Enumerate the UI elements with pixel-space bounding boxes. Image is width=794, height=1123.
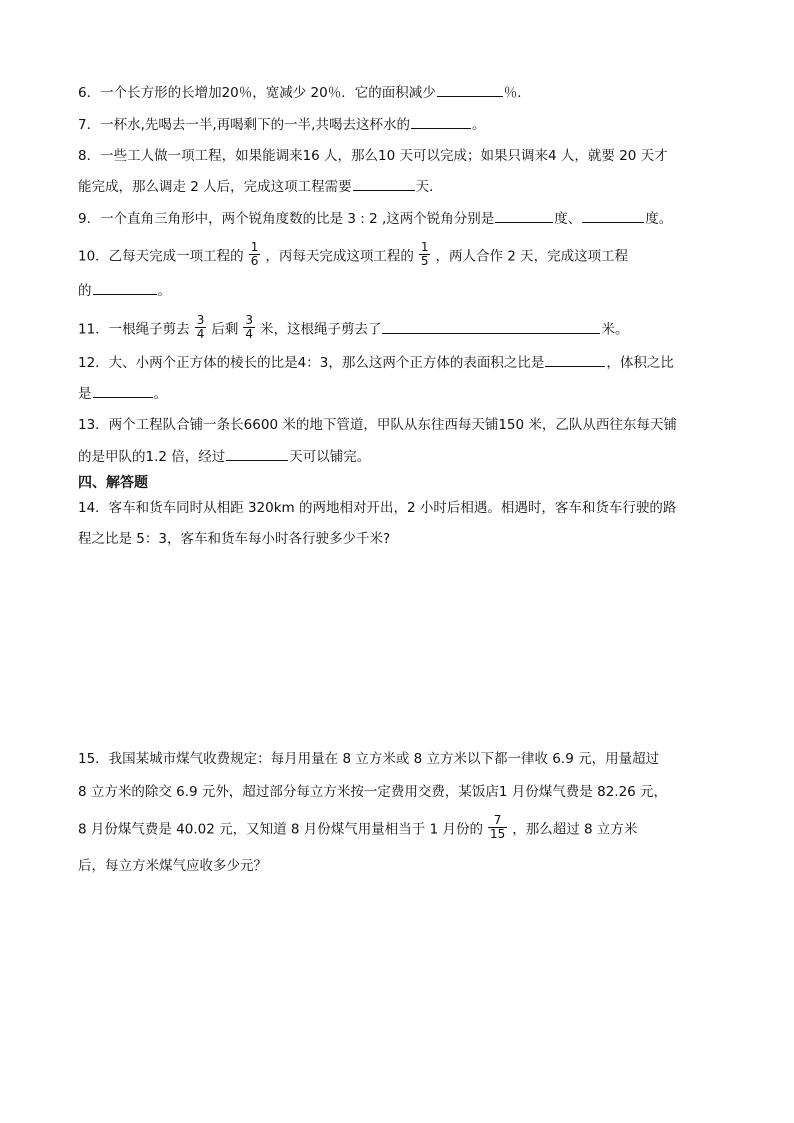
answer-blank[interactable] <box>437 82 503 97</box>
fraction: $\frac{1}{5}$ <box>420 240 429 268</box>
question-8-line-2: 能完成，那么调走 2 人后，完成这项工程需要 天． <box>78 176 443 197</box>
question-15-line-2: 8 立方米的除交 6.9 元外，超过部分每立方米按一定费用交费，某饭店1 月份煤气费是 82.26 元， <box>78 784 668 800</box>
answer-blank[interactable] <box>411 114 471 129</box>
question-10-line-1: 10．乙每天完成一项工程的 $\frac{1}{6}$ ，丙每天完成这项工程的 $\frac{1}{5}$ ，两人合作 2 天，完成这项工程 <box>78 240 629 268</box>
question-12-line-1: 12．大、小两个正方体的棱长的比是4：3，那么这两个正方体的表面积之比是 ，体积之比 <box>78 352 674 373</box>
question-14-line-2: 程之比是 5：3，客车和货车每小时各行驶多少千米? <box>78 531 391 547</box>
question-10-line-2: 的 。 <box>78 280 171 301</box>
question-12-line-2: 是 。 <box>78 383 167 404</box>
question-7: 7．一杯水,先喝去一半,再喝剩下的一半,共喝去这杯水的 。 <box>78 114 485 135</box>
question-13-line-2: 的是甲队的1.2 倍，经过 天可以铺完。 <box>78 446 370 467</box>
answer-blank[interactable] <box>582 208 644 223</box>
fraction: $\frac{3}{4}$ <box>196 313 205 341</box>
answer-blank[interactable] <box>93 383 153 398</box>
answer-blank[interactable] <box>226 446 288 461</box>
fraction: $\frac{7}{15}$ <box>489 813 506 841</box>
question-9: 9．一个直角三角形中，两个锐角度数的比是 3 : 2 ,这两个锐角分别是 度、 度。 <box>78 208 672 229</box>
question-15-line-3: 8 月份煤气费是 40.02 元，又知道 8 月份煤气用量相当于 1 月份的 $\frac{7}{15}$ ，那么超过 8 立方米 <box>78 813 638 841</box>
answer-blank[interactable] <box>353 176 415 191</box>
section-heading: 四、解答题 <box>78 475 148 491</box>
answer-blank[interactable] <box>495 208 553 223</box>
question-15-line-1: 15．我国某城市煤气收费规定：每月用量在 8 立方米或 8 立方米以下都一律收 6.9 元，用量超过 <box>78 751 660 767</box>
fraction: $\frac{3}{4}$ <box>245 313 253 341</box>
answer-blank[interactable] <box>382 319 600 334</box>
question-14-line-1: 14．客车和货车同时从相距 320km 的两地相对开出，2 小时后相遇。相遇时，客车和货车行驶的路 <box>78 500 677 516</box>
fraction: $\frac{1}{6}$ <box>250 240 259 268</box>
question-13-line-1: 13．两个工程队合铺一条长6600 米的地下管道，甲队从东往西每天铺150 米，乙队从西往东每天铺 <box>78 417 677 433</box>
answer-blank[interactable] <box>93 280 157 295</box>
question-6: 6．一个长方形的长增加20％，宽减少 20％．它的面积减少 ％． <box>78 82 531 103</box>
question-15-line-4: 后，每立方米煤气应收多少元？ <box>78 858 267 874</box>
question-11: 11．一根绳子剪去 $\frac{3}{4}$ 后剩 $\frac{3}{4}$ 米，这根绳子剪去了 米。 <box>78 313 629 341</box>
question-8-line-1: 8．一些工人做一项工程，如果能调来16 人，那么10 天可以完成；如果只调来4 人，就要 20 天才 <box>78 148 668 164</box>
answer-blank[interactable] <box>545 352 605 367</box>
